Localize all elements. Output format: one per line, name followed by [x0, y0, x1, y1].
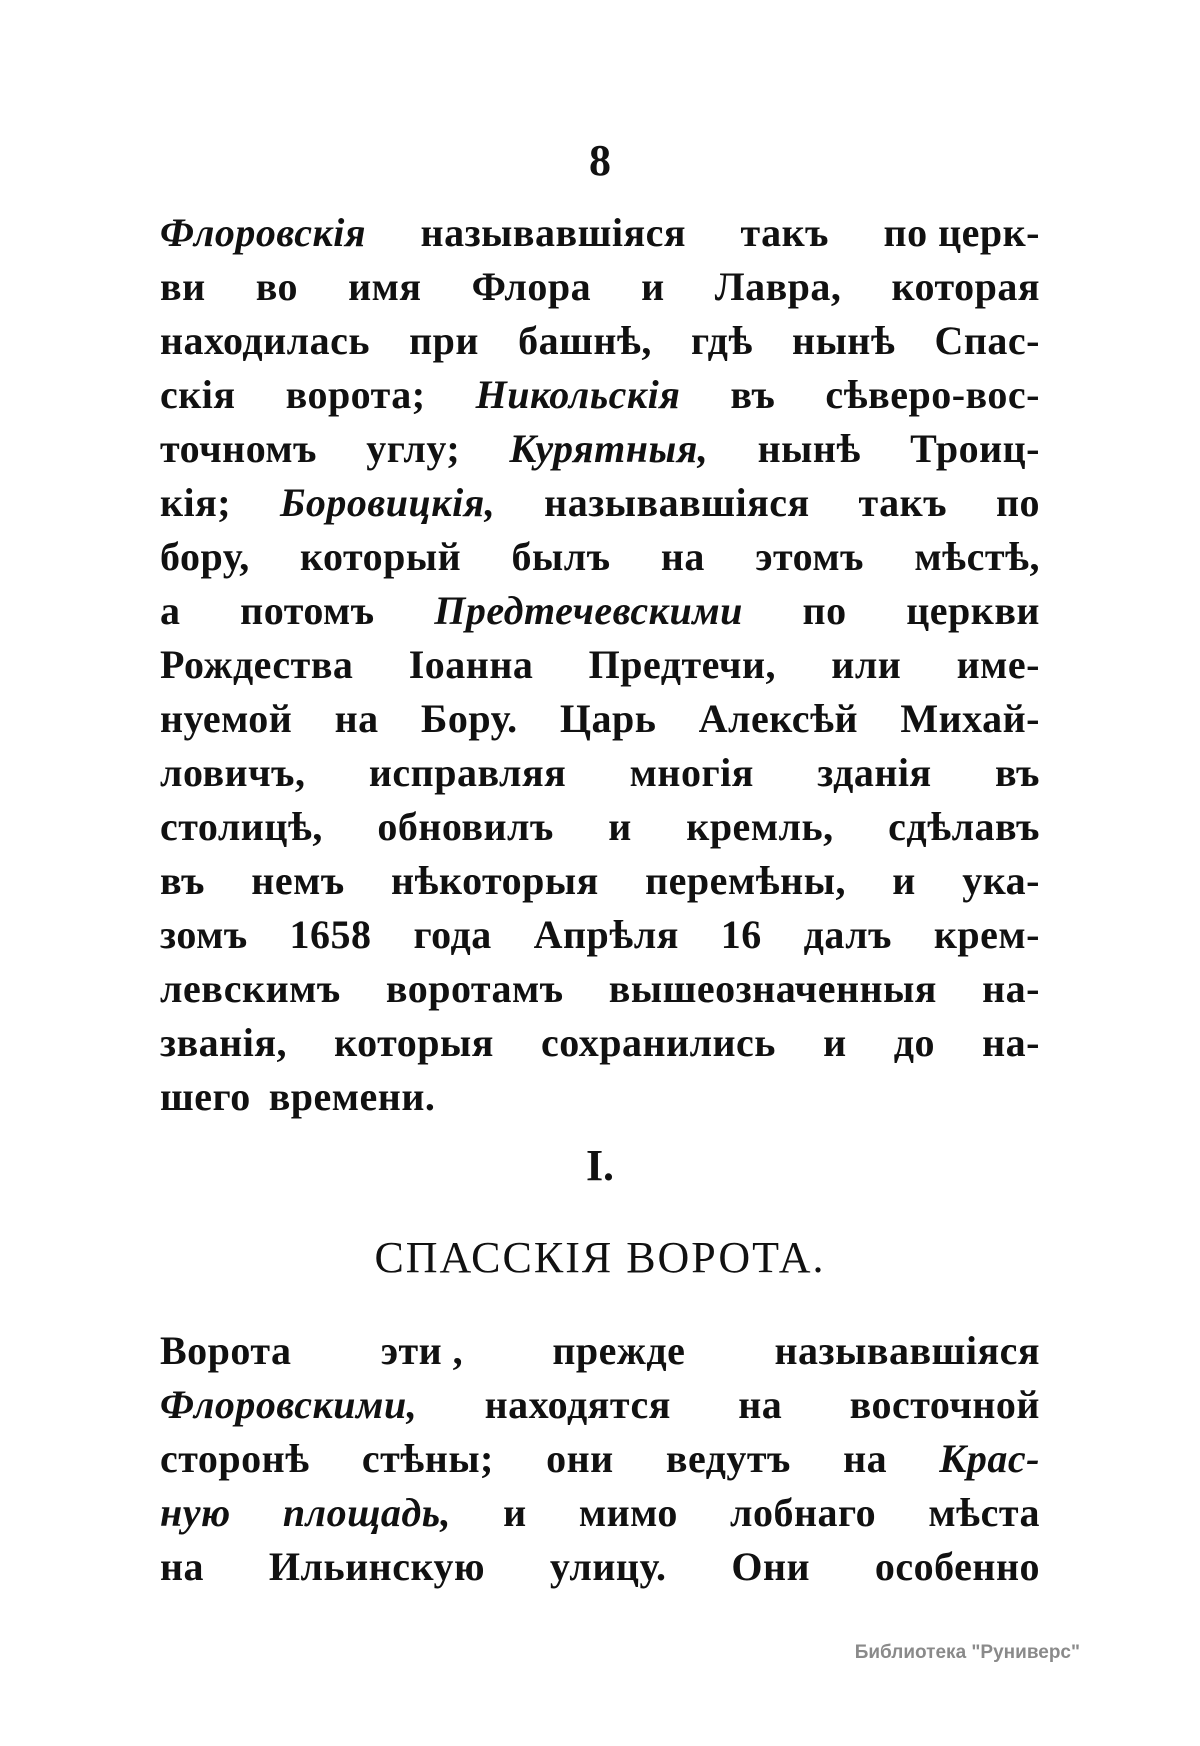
text-line	[160, 692, 1040, 746]
word: такъ	[740, 210, 830, 255]
word: мимо	[578, 1490, 678, 1535]
text-line	[160, 746, 1040, 800]
word: зомъ	[160, 912, 248, 957]
text-line	[160, 368, 1040, 422]
word: называвшіяся	[774, 1328, 1040, 1373]
word: на	[160, 1544, 205, 1589]
text-line	[160, 584, 1040, 638]
word: ворота;	[285, 372, 426, 417]
word: перемѣны,	[645, 858, 846, 903]
word: и	[641, 264, 665, 309]
word: нынѣ	[757, 426, 861, 471]
word: на	[843, 1436, 888, 1481]
word: времени.	[268, 1074, 436, 1119]
word: сдѣлавъ	[888, 804, 1040, 849]
word: этомъ	[755, 534, 864, 579]
text-line	[160, 1324, 1040, 1378]
word: шего	[160, 1074, 251, 1119]
word: при	[409, 318, 479, 363]
word: 16	[720, 912, 762, 957]
word: зданія	[817, 750, 932, 795]
word: площадь,	[282, 1490, 452, 1535]
text-line	[160, 314, 1040, 368]
word: въ	[730, 372, 776, 417]
word: ведутъ	[665, 1436, 791, 1481]
word: столицѣ,	[160, 804, 323, 849]
word: и	[892, 858, 916, 903]
word: точномъ	[160, 426, 317, 471]
text-line	[160, 854, 1040, 908]
word: и	[608, 804, 632, 849]
word: Курятныя,	[509, 426, 709, 471]
word: по	[995, 480, 1040, 525]
word: Ворота	[160, 1328, 292, 1373]
text-line	[160, 476, 1040, 530]
word: Царь	[559, 696, 657, 741]
word: нуемой	[160, 696, 293, 741]
text-line	[160, 1378, 1040, 1432]
word: име-	[956, 642, 1040, 687]
word: на-	[982, 1020, 1040, 1065]
word: Флора	[471, 264, 592, 309]
text-line	[160, 1432, 1040, 1486]
word: далъ	[803, 912, 892, 957]
word: Лавра,	[714, 264, 842, 309]
word: такъ	[858, 480, 948, 525]
word: года	[413, 912, 492, 957]
word: крем-	[933, 912, 1040, 957]
word: ви	[160, 264, 206, 309]
word: Крас-	[939, 1436, 1040, 1481]
word: исправляя	[368, 750, 567, 795]
text-line	[160, 962, 1040, 1016]
word: многія	[629, 750, 754, 795]
word: во	[255, 264, 299, 309]
word: которыя	[334, 1020, 494, 1065]
word: 1658	[289, 912, 372, 957]
word: находятся	[484, 1382, 671, 1427]
word: стѣны;	[361, 1436, 494, 1481]
word: кремль,	[686, 804, 834, 849]
text-line	[160, 638, 1040, 692]
word: Боровицкія,	[280, 480, 496, 525]
section-number: I.	[585, 1141, 615, 1190]
word: имя	[348, 264, 422, 309]
word: Рождества	[160, 642, 354, 687]
word: кія;	[160, 480, 232, 525]
word: званія,	[160, 1020, 287, 1065]
word: башнѣ,	[518, 318, 652, 363]
text-line	[160, 1540, 1040, 1594]
word: сторонѣ	[160, 1436, 310, 1481]
page-number: 8	[589, 136, 611, 185]
word: Алексѣй	[698, 696, 859, 741]
word: которая	[891, 264, 1040, 309]
word: называвшіяся	[420, 210, 686, 255]
word: Апрѣля	[533, 912, 679, 957]
text-line	[160, 800, 1040, 854]
word: ную	[160, 1490, 231, 1535]
paragraph-1	[160, 206, 1040, 1124]
word: или	[831, 642, 902, 687]
word: углу;	[366, 426, 461, 471]
word: по церк-	[883, 210, 1040, 255]
word: церкви	[906, 588, 1040, 633]
section-title: СПАССКІЯ ВОРОТА.	[374, 1233, 826, 1282]
word: они	[546, 1436, 614, 1481]
text-line	[160, 908, 1040, 962]
word: Бору.	[420, 696, 518, 741]
word: Предтечевскими	[434, 588, 743, 633]
word: называвшіяся	[544, 480, 810, 525]
word: скія	[160, 372, 236, 417]
word: бору,	[160, 534, 250, 579]
word: обновилъ	[377, 804, 554, 849]
text-line	[160, 206, 1040, 260]
word: левскимъ	[160, 966, 341, 1011]
word: до	[893, 1020, 935, 1065]
word: и	[503, 1490, 527, 1535]
text-line	[160, 530, 1040, 584]
word: Михай-	[900, 696, 1040, 741]
word: въ	[160, 858, 205, 903]
word: Ильинскую	[268, 1544, 486, 1589]
paragraph-2	[160, 1324, 1040, 1594]
word: немъ	[251, 858, 345, 903]
word: на	[660, 534, 705, 579]
word: на	[738, 1382, 783, 1427]
word: на-	[982, 966, 1040, 1011]
word: Спас-	[934, 318, 1040, 363]
word: былъ	[511, 534, 611, 579]
text-line	[160, 1486, 1040, 1540]
word: Троиц-	[910, 426, 1040, 471]
word: мѣста	[928, 1490, 1040, 1535]
word: въ	[995, 750, 1040, 795]
word: улицу.	[549, 1544, 667, 1589]
word: а	[160, 588, 181, 633]
word: на	[334, 696, 379, 741]
word: ука-	[962, 858, 1040, 903]
word: который	[300, 534, 462, 579]
word: Никольскія	[475, 372, 681, 417]
word: сѣверо-вос-	[825, 372, 1040, 417]
word: особенно	[874, 1544, 1040, 1589]
word: потомъ	[240, 588, 375, 633]
word: лобнаго	[730, 1490, 877, 1535]
word: по	[802, 588, 847, 633]
word: Предтечи,	[588, 642, 777, 687]
word: сохранились	[540, 1020, 776, 1065]
word: воротамъ	[385, 966, 564, 1011]
text-line	[160, 1070, 1040, 1124]
word: Они	[731, 1544, 811, 1589]
word: Іоанна	[408, 642, 534, 687]
word: и	[823, 1020, 847, 1065]
word: нѣкоторыя	[391, 858, 599, 903]
word: вышеозначенныя	[608, 966, 937, 1011]
word: Флоровскими,	[160, 1382, 418, 1427]
text-line	[160, 422, 1040, 476]
word: ловичъ,	[160, 750, 306, 795]
text-line	[160, 260, 1040, 314]
word: эти ,	[380, 1328, 464, 1373]
text-line	[160, 1016, 1040, 1070]
word: гдѣ	[691, 318, 753, 363]
word: восточной	[849, 1382, 1040, 1427]
watermark: Библиотека "Руниверс"	[854, 1642, 1080, 1663]
word: прежде	[552, 1328, 686, 1373]
word: Флоровскія	[160, 210, 367, 255]
word: нынѣ	[792, 318, 896, 363]
word: мѣстѣ,	[914, 534, 1040, 579]
word: находилась	[160, 318, 370, 363]
